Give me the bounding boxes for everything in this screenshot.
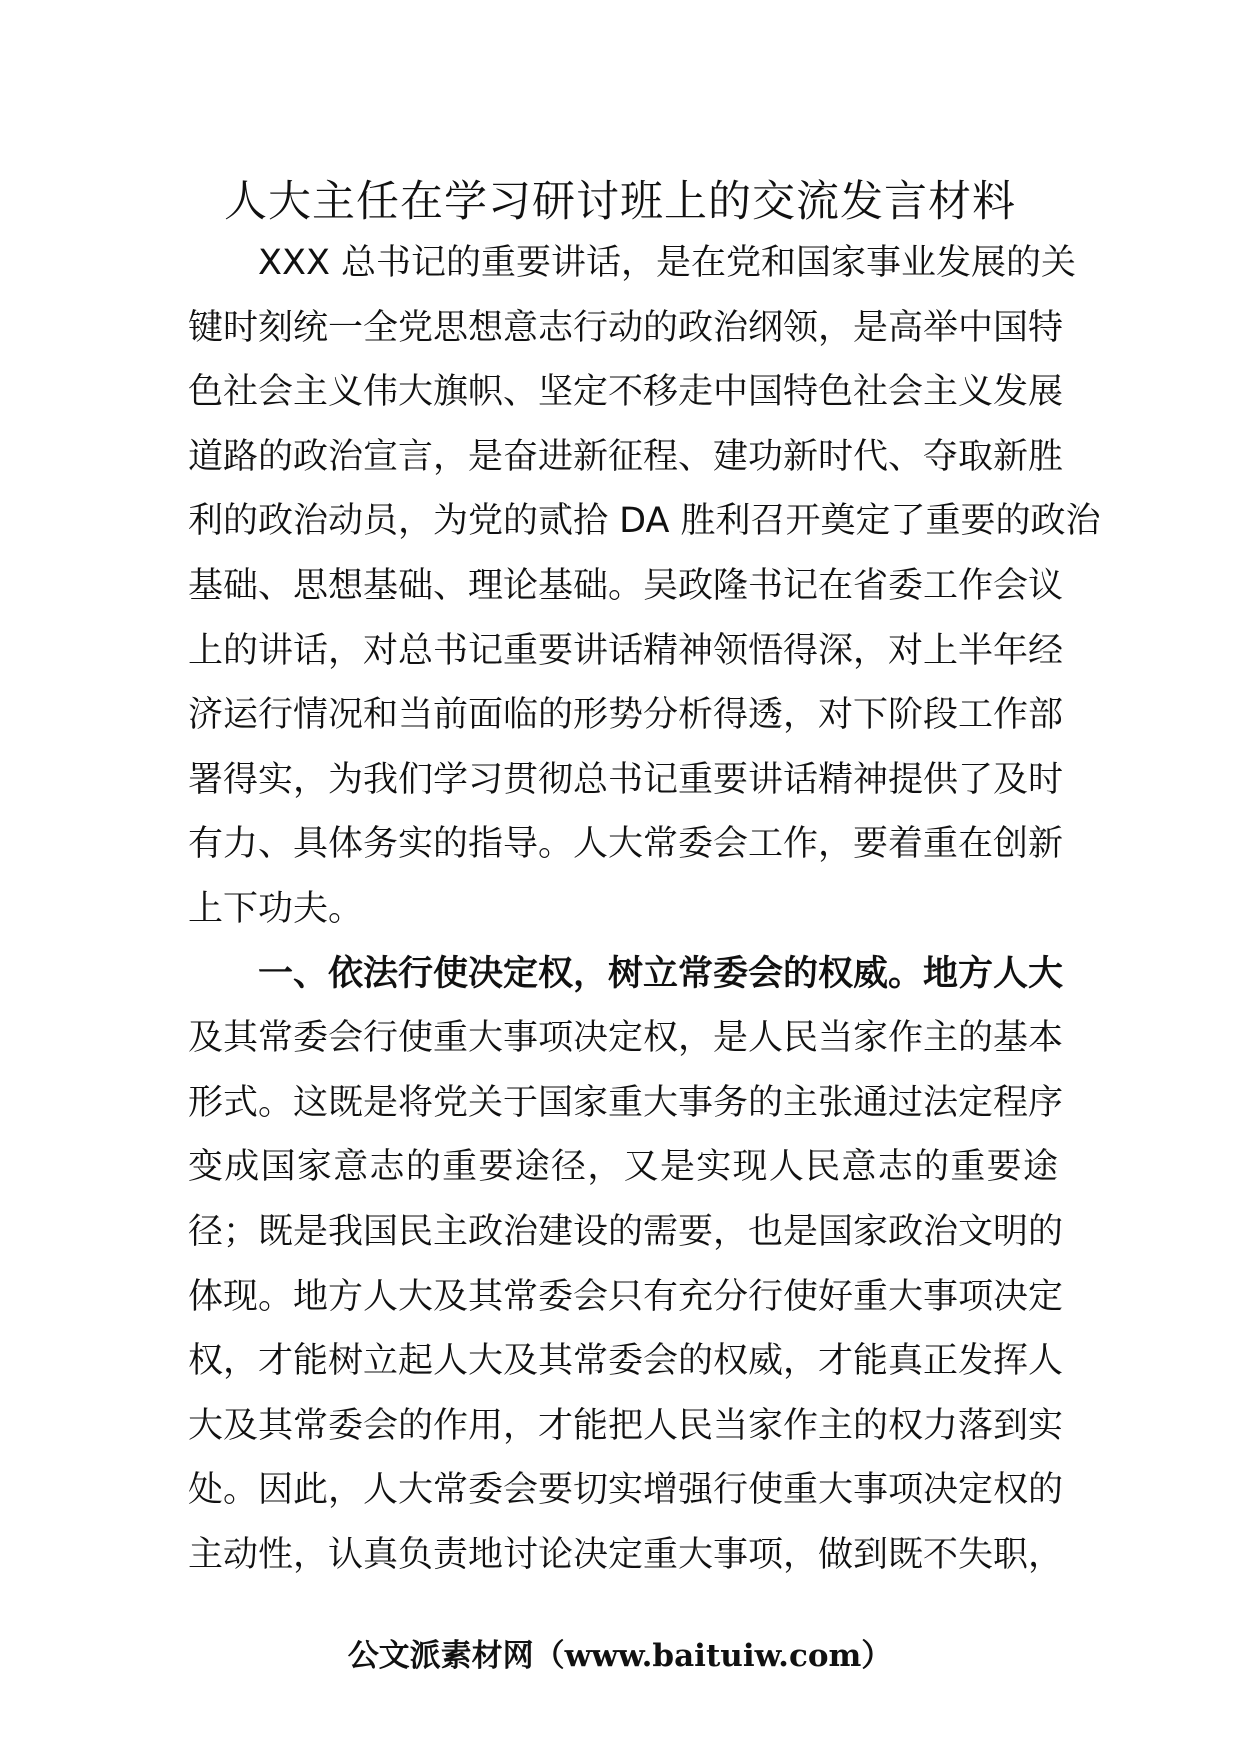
- paragraph-line: 权，才能树立起人大及其常委会的权威，才能真正发挥人: [188, 1341, 1064, 1382]
- paragraph-line: 体现。地方人大及其常委会只有充分行使好重大事项决定: [188, 1276, 1064, 1317]
- paragraph-line: 上下功夫。: [188, 888, 364, 929]
- paragraph-line: 署得实，为我们学习贯彻总书记重要讲话精神提供了及时: [188, 759, 1064, 800]
- paragraph-line: 主动性，认真负责地讨论决定重大事项，做到既不失职，: [188, 1534, 1064, 1575]
- paragraph-line: 道路的政治宣言，是奋进新征程、建功新时代、夺取新胜: [188, 436, 1064, 477]
- document-title: 人大主任在学习研讨班上的交流发言材料: [224, 177, 1016, 227]
- paragraph-line: 变成国家意志的重要途径，又是实现人民意志的重要途: [188, 1147, 1058, 1188]
- paragraph-line: 有力、具体务实的指导。人大常委会工作，要着重在创新: [188, 824, 1064, 865]
- paragraph-line: 及其常委会行使重大事项决定权，是人民当家作主的基本: [188, 1018, 1064, 1059]
- paragraph-line: 色社会主义伟大旗帜、坚定不移走中国特色社会主义发展: [188, 372, 1064, 413]
- paragraph-line: 基础、思想基础、理论基础。吴政隆书记在省委工作会议: [188, 565, 1064, 606]
- document-body: [188, 231, 1101, 1587]
- footer-watermark: 公文派素材网（www.baituiw.com）: [347, 1638, 893, 1674]
- paragraph-line: 处。因此，人大常委会要切实增强行使重大事项决定权的: [188, 1470, 1064, 1511]
- paragraph-line: 形式。这既是将党关于国家重大事务的主张通过法定程序: [188, 1082, 1064, 1123]
- paragraph-line: 济运行情况和当前面临的形势分析得透，对下阶段工作部: [188, 695, 1064, 736]
- paragraph-line: 键时刻统一全党思想意志行动的政治纲领，是高举中国特: [188, 307, 1064, 348]
- paragraph-line: 利的政治动员，为党的贰拾 DA 胜利召开奠定了重要的政治: [188, 501, 1101, 542]
- section-heading-line: 一、依法行使决定权，树立常委会的权威。地方人大: [258, 953, 1064, 994]
- paragraph-line: 径；既是我国民主政治建设的需要，也是国家政治文明的: [188, 1211, 1064, 1252]
- paragraph-line: XXX 总书记的重要讲话，是在党和国家事业发展的关: [258, 243, 1077, 283]
- paragraph-line: 上的讲话，对总书记重要讲话精神领悟得深，对上半年经: [188, 630, 1064, 671]
- paragraph-line: 大及其常委会的作用，才能把人民当家作主的权力落到实: [188, 1405, 1064, 1446]
